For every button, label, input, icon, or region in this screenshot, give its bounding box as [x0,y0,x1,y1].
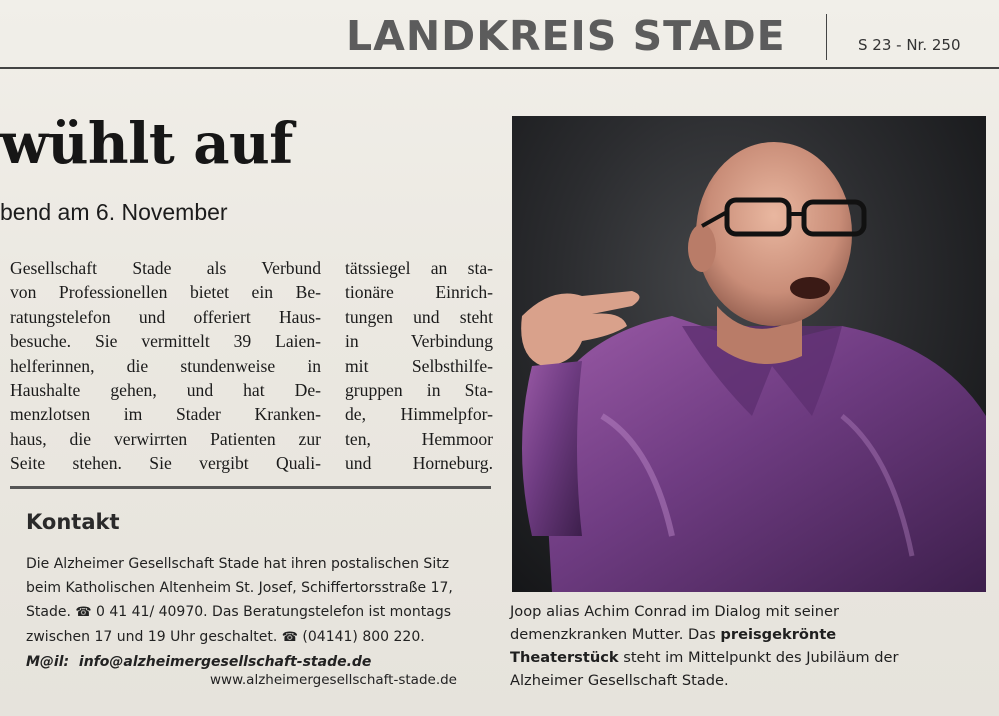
article-column-1 [10,256,321,476]
masthead-divider [826,14,827,60]
text-line: haus, die verwirrten Patienten zur [10,428,321,449]
actor-illustration [512,116,986,592]
text-line: Seite stehen. Sie vergibt Quali- [10,453,321,474]
caption-text: demenzkranken Mutter. Das [510,626,721,643]
website-url: www.alzheimergesellschaft-stade.de [210,672,457,688]
kontakt-line: Die Alzheimer Gesellschaft Stade hat ihren postalischen Sitz [26,556,450,572]
text-line: tungen und steht [345,306,493,327]
text-line: menzlotsen im Stader Kranken- [10,404,321,425]
subheadline: bend am 6. November [0,199,228,225]
text-line: Haushalte gehen, und hat De- [10,380,321,401]
email-label: M@il: [26,654,70,670]
text-line: de, Himmelpfor- [345,404,493,425]
caption-emphasis: preisgekrönte [720,626,837,643]
text-line: besuche. Sie vermittelt 39 Laien- [10,331,321,352]
text-line: von Professionellen bietet ein Be- [10,282,321,303]
text-line: ratungstelefon und offeriert Haus- [10,306,321,327]
masthead-rule [0,67,999,69]
kontakt-text: (04141) 800 220. [302,629,425,645]
section-rule [10,486,491,489]
headline: wühlt auf [0,111,293,177]
kontakt-text: 0 41 41/ 40970. Das Beratungstelefon ist montags [96,604,451,620]
text-line: tätssiegel an sta- [345,258,493,278]
kontakt-line: beim Katholischen Altenheim St. Josef, Schiffertorsstraße 17, [26,580,453,596]
caption-line: Alzheimer Gesellschaft Stade. [510,672,729,689]
kontakt-text: zwischen 17 und 19 Uhr geschaltet. [26,629,278,645]
photo-caption [510,600,990,692]
section-title: LANDKREIS STADE [346,12,786,60]
phone-icon: ☎ [281,630,298,645]
text-line: in Verbindung [345,331,493,352]
phone-icon: ☎ [75,605,92,620]
text-line: und Horneburg. [345,453,493,474]
kontakt-box [26,552,496,674]
text-line: Gesellschaft Stade als Verbund [10,258,321,278]
caption-line [510,646,990,669]
kontakt-line [26,625,496,650]
text-line: ten, Hemmoor [345,428,493,449]
caption-line: Joop alias Achim Conrad im Dialog mit seiner [510,603,839,620]
caption-text: steht im Mittelpunkt des Jubiläum der [618,649,899,666]
article-column-2 [345,256,493,476]
kontakt-text: Stade. [26,604,71,620]
text-line: gruppen in Sta- [345,380,493,401]
email-line [26,650,496,674]
kontakt-heading: Kontakt [26,510,120,534]
actor-photo [512,116,986,592]
kontakt-line [26,600,496,625]
issue-number: S 23 - Nr. 250 [858,36,961,54]
caption-emphasis: Theaterstück [510,649,619,666]
text-line: helferinnen, die stundenweise in [10,355,321,376]
text-line: tionäre Einrich- [345,282,493,303]
email-address: info@alzheimergesellschaft-stade.de [78,654,372,670]
caption-line [510,623,990,646]
text-line: mit Selbsthilfe- [345,355,493,376]
